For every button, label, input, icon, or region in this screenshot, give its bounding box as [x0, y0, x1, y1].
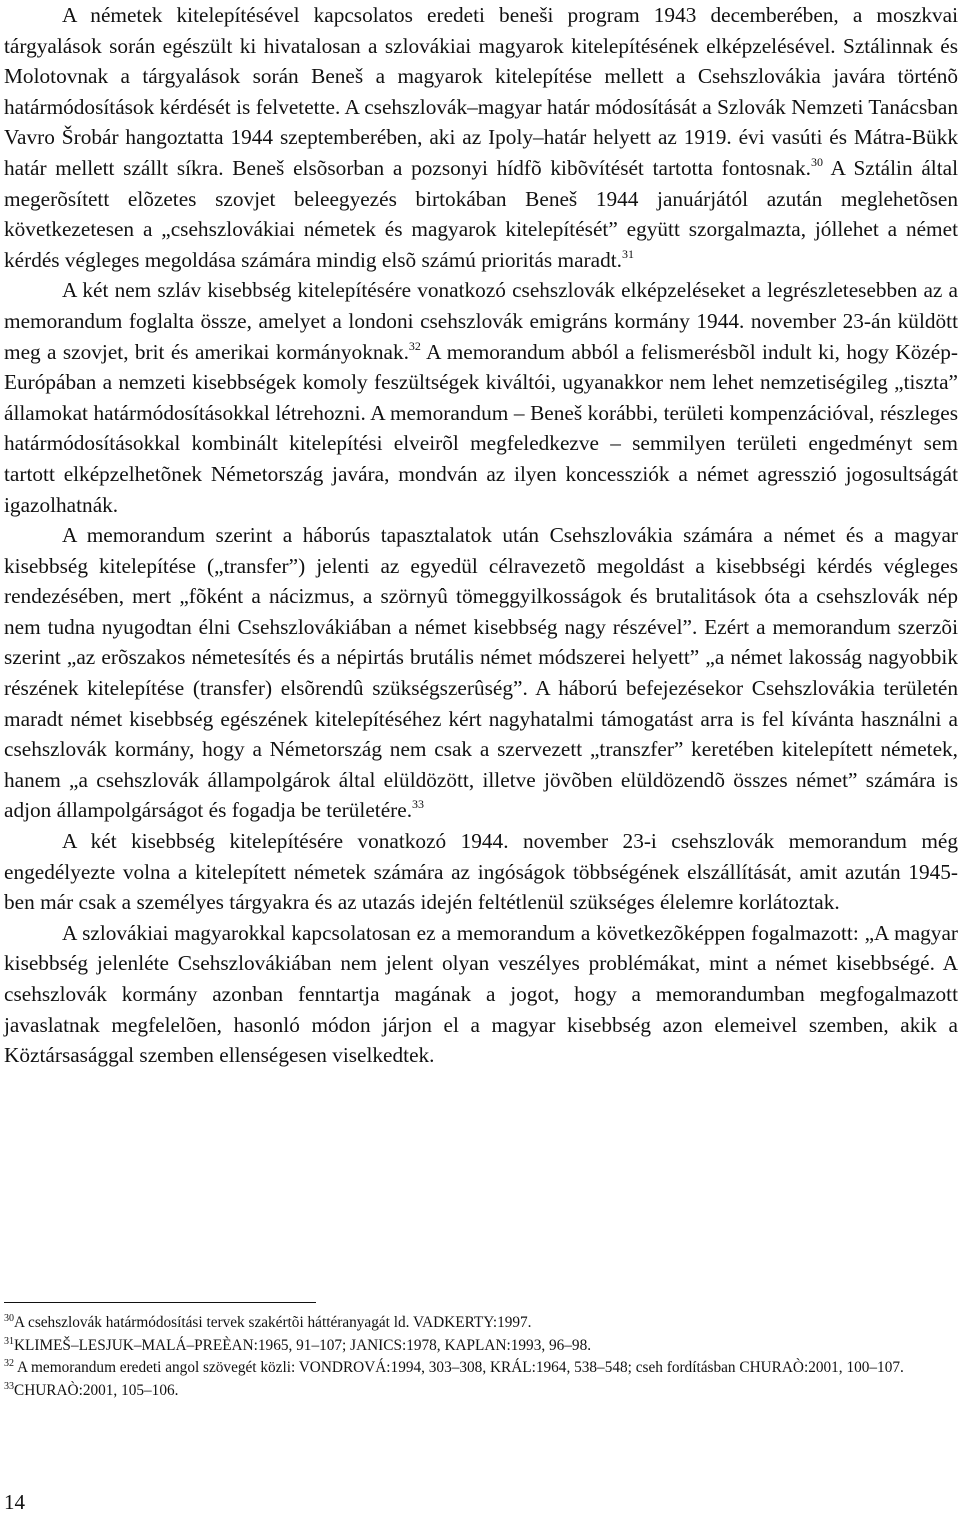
footnote-number: 31: [4, 1335, 14, 1347]
footnote-number: 30: [4, 1313, 14, 1324]
footnote-ref-33[interactable]: 33: [412, 797, 425, 812]
paragraph-text: A memorandum szerint a háborús tapasztalatok után Csehszlovákia számára a német és a magyar kisebbség kitelepítése („transfer”) jelenti az egyedül célravezetõ megoldást a kisebbségi kérdés végleges rendezésében, mert „fõként a nácizmus, a szörnyû tömeggyilkosságok és brutalitások óta a csehszlovák nép nem tudna nyugodtan élni Csehszlovákiában a német kisebbség nagy részével”. Ezért a memorandum szerzõi szerint „az erõszakos németesítés és a népirtás brutális német módszerei helyett” „a német lakosság nagyobbik részének kitelepítése (transfer) elsõrendû szükségszerûség”. A háború befejezésekor Csehszlovákia területén maradt német kisebbség egészének kitelepítéséhez kért nagyhatalmi támogatást arra is fel kívánta használni a csehszlovák kormány, hogy a Németország nem csak a szervezett „transzfer” keretében kitelepített németek, hanem „a csehszlovák állampolgárok által elüldözött, illetve jövõben elüldözendõ összes német” számára is adjon állampolgárságot és fogadja be területére.: [4, 523, 958, 823]
footnote-ref-32[interactable]: 32: [408, 338, 421, 353]
footnote-separator: [4, 1302, 316, 1303]
footnote-number: 32: [4, 1358, 14, 1369]
footnote-text: A csehszlovák határmódosítási tervek szakértõi háttéranyagát ld. VADKERTY:1997.: [14, 1314, 532, 1331]
page-content: [4, 0, 958, 1071]
body-text: [4, 0, 958, 1071]
paragraph-text: A Sztálin által megerõsített elõzetes szovjet beleegyezés birtokában Beneš 1944 januárjától azután meglehetõsen következetesen a „csehszlovákiai németek és magyarok kitelepítését” együtt szorgalmazta, jóllehet a német kérdés végleges megoldása számára mindig elsõ számú prioritás maradt.: [4, 155, 958, 272]
paragraph-text: A memorandum abból a felismerésbõl indult ki, hogy Közép-Európában a nemzeti kisebbségek komoly feszültségek kiváltói, ugyanakkor nem lehet nemzetiségileg „tiszta” államokat határmódosításokkal létrehozni. A memorandum – Beneš korábbi, területi kompenzációval, részleges határmódosításokkal kombinált kitelepítési elveirõl megfeledkezve – semmilyen területi engedményt sem tartott elképzelhetõnek Németország javára, mondván az ilyen koncessziók a német agresszió jogosultságát igazolhatnák.: [4, 339, 958, 517]
page-number: 14: [4, 1490, 25, 1514]
footnote-ref-31[interactable]: 31: [622, 246, 634, 261]
footnote-text: A memorandum eredeti angol szövegét közli: VONDROVÁ:1994, 303–308, KRÁL:1964, 538–548; cseh fordításban CHURAÒ:2001, 100–107.: [14, 1359, 904, 1376]
footnotes: [4, 1312, 956, 1402]
paragraph-3: [4, 520, 958, 826]
paragraph-text: A szlovákiai magyarokkal kapcsolatosan ez a memorandum a következõképpen fogalmazott: „A magyar kisebbség jelenléte Csehszlovákiában nem jelent olyan veszélyes problémákat, mint a német kisebbségé. A csehszlovák kormány azonban fenntartja magának a jogot, hogy a memorandumban megfogalmazott javaslatnak megfelelõen, hasonló módon járjon el a magyar kisebbség azon elemeivel szemben, akik a Köztársasággal szemben ellenségesen viselkedtek.: [4, 920, 958, 1068]
paragraph-5: [4, 918, 958, 1071]
footnote-31: [4, 1335, 956, 1358]
paragraph-1: [4, 0, 958, 275]
footnote-number: 33: [4, 1380, 14, 1392]
footnote-text: CHURAÒ:2001, 105–106.: [14, 1381, 179, 1399]
paragraph-text: A két kisebbség kitelepítésére vonatkozó 1944. november 23-i csehszlovák memorandum még engedélyezte volna a kitelepített németek számára az ingóságok többségének elszállítását, amit azután 1945-ben már csak a személyes tárgyakra és az utazás idején feltétlenül szükséges élelemre korlátoztak.: [4, 829, 958, 915]
paragraph-2: [4, 275, 958, 520]
paragraph-text: A két nem szláv kisebbség kitelepítésére vonatkozó csehszlovák elképzeléseket a legrészletesebben az a memorandum foglalta össze, amelyet a londoni csehszlovák emigráns kormány 1944. november 23-án küldött meg a szovjet, brit és amerikai kormányoknak.: [4, 278, 958, 364]
footnote-32: [4, 1357, 956, 1380]
paragraph-text: A németek kitelepítésével kapcsolatos eredeti beneši program 1943 decemberében, a moszkvai tárgyalások során egészült ki hivatalosan a szlovákiai magyarok kitelepítésének elképzelésével. Sztálinnak és Molotovnak a tárgyalások során Beneš a magyarok kitelepítése mellett a Csehszlovákia javára történõ határmódosítások kérdését is felvetette. A csehszlovák–magyar határ módosítását a Szlovák Nemzeti Tanácsban Vavro Šrobár hangoztatta 1944 szeptemberében, aki az Ipoly–határ helyett az 1919. évi vasúti és Mátra-Bükk határ mellett szállt síkra. Beneš elsõsorban a pozsonyi hídfõ kibõvítését tartotta fontosnak.: [4, 3, 958, 180]
footnote-text: KLIMEŠ–LESJUK–MALÁ–PREÈAN:1965, 91–107; JANICS:1978, KAPLAN:1993, 96–98.: [14, 1336, 592, 1354]
footnote-30: [4, 1312, 956, 1335]
footnote-33: [4, 1380, 956, 1403]
footnote-ref-30[interactable]: 30: [810, 154, 823, 169]
paragraph-4: [4, 826, 958, 918]
